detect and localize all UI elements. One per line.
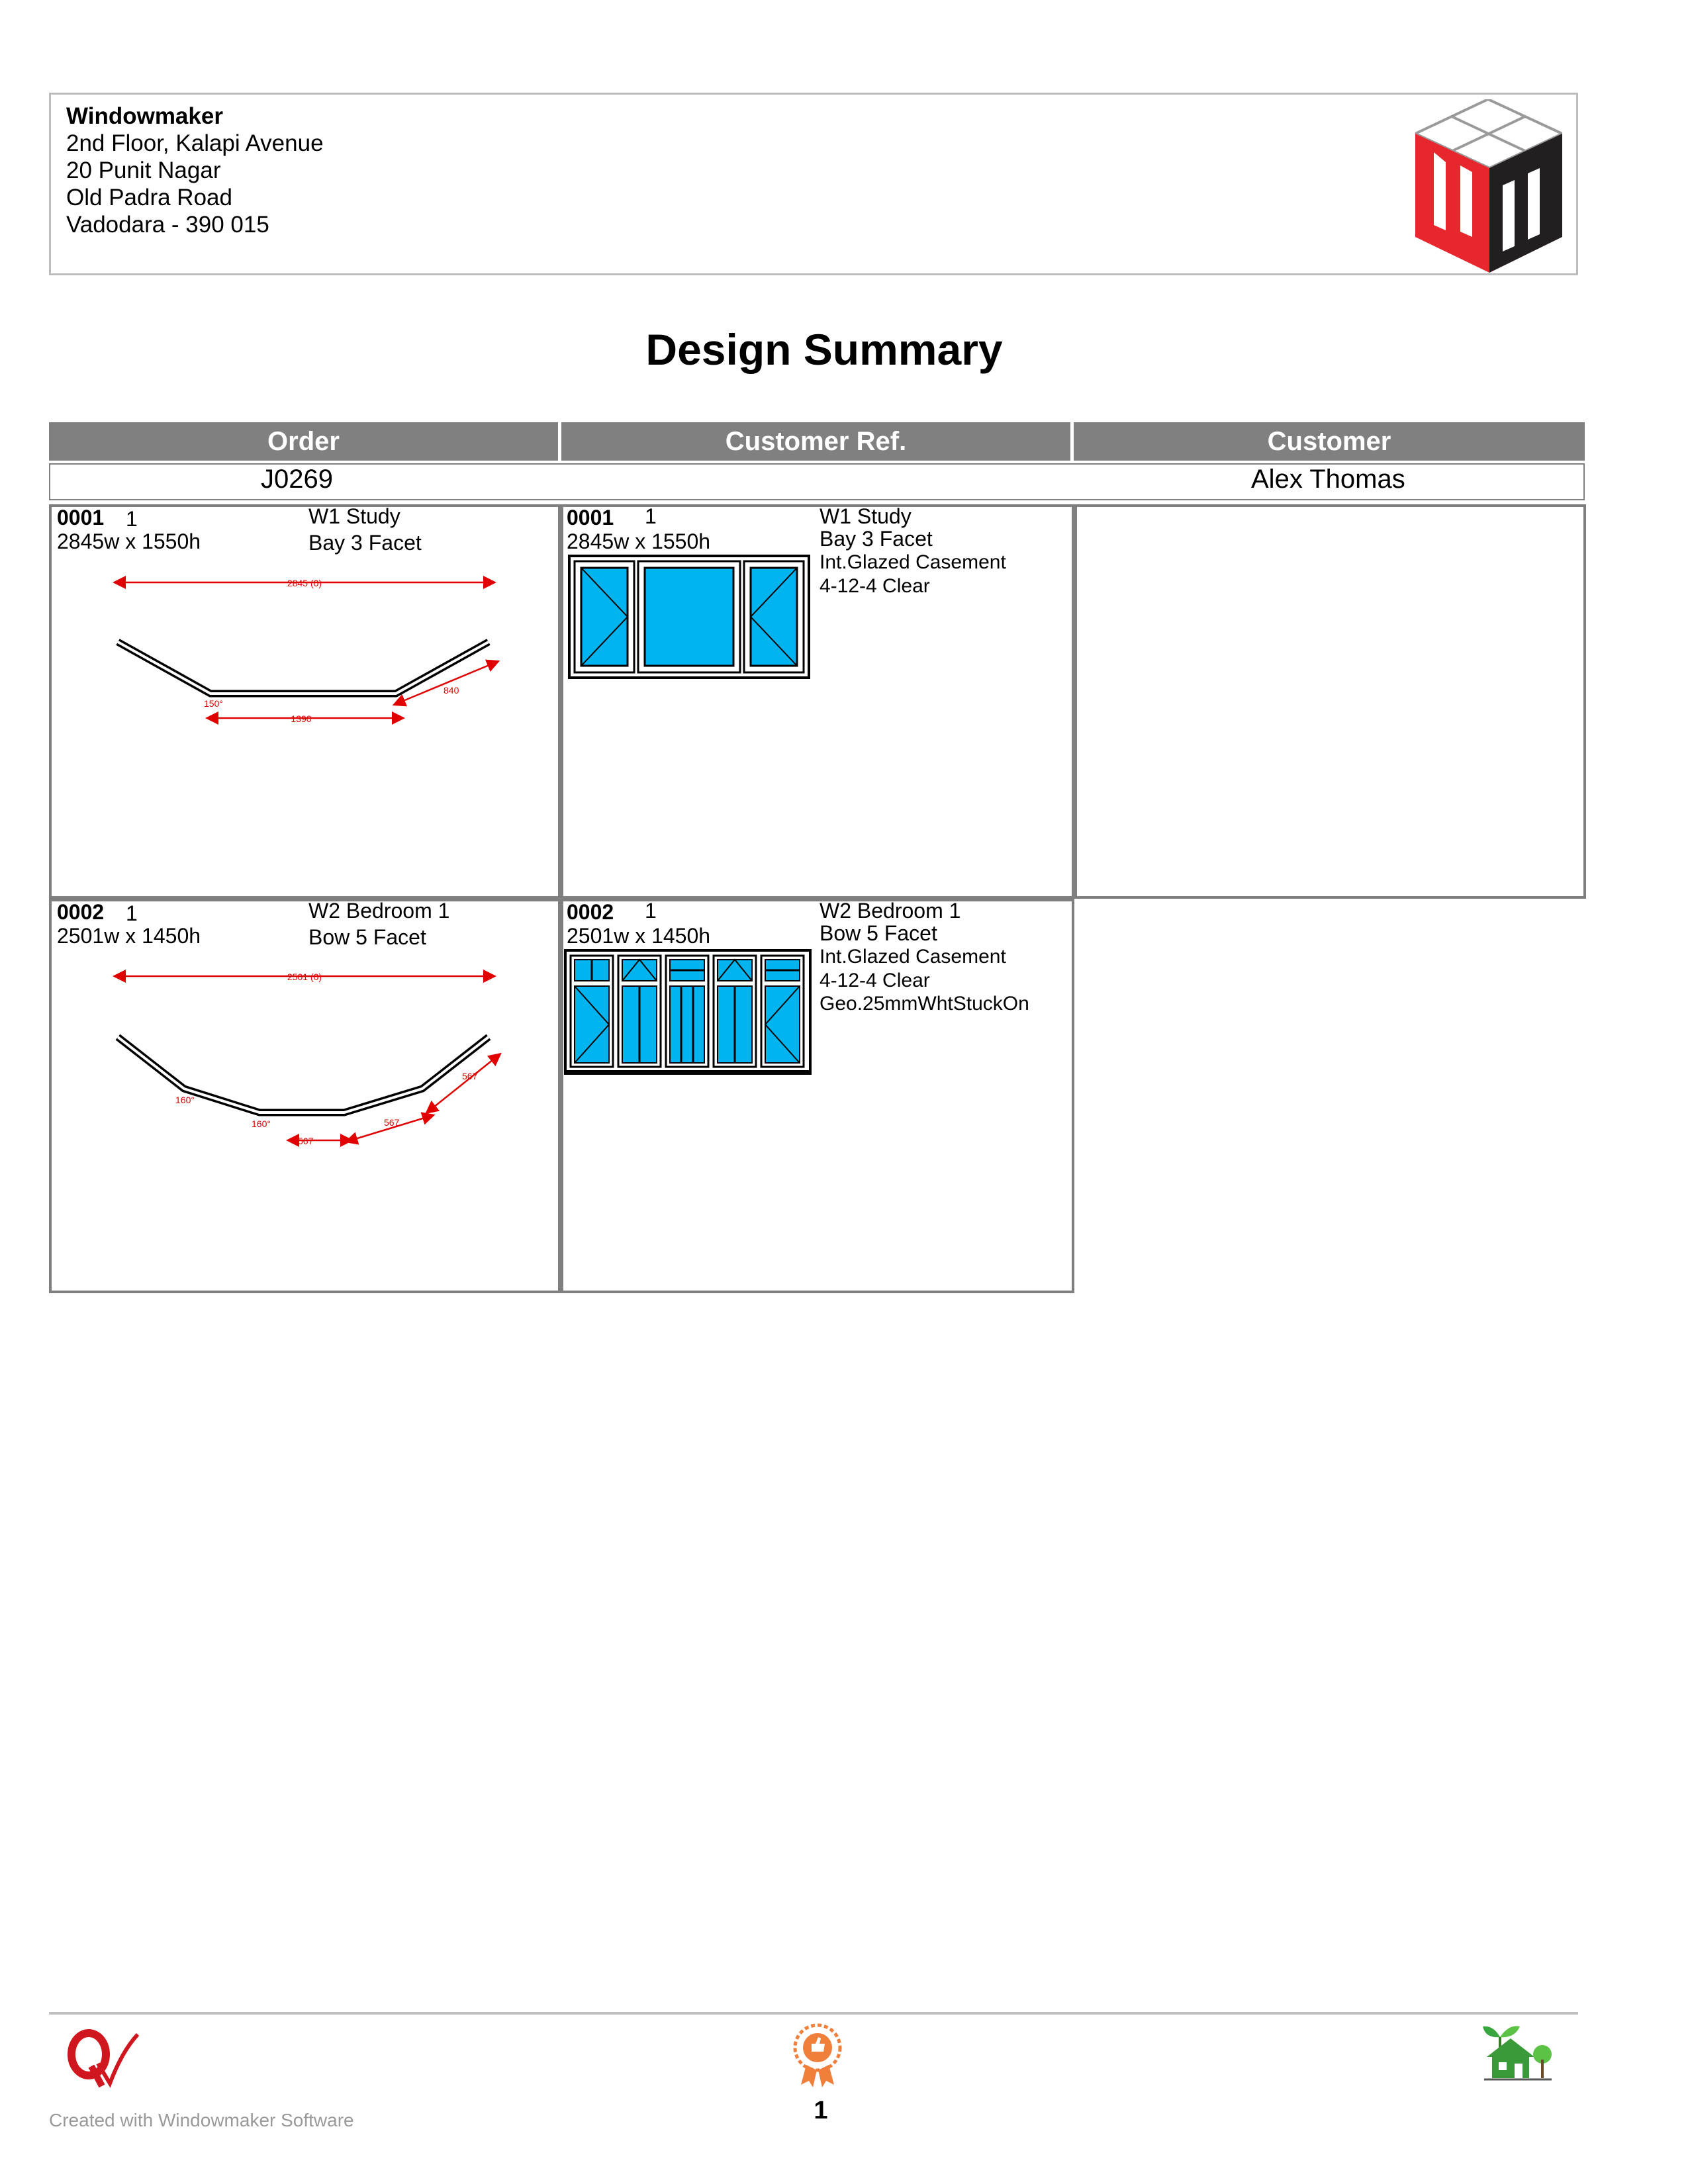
item-detail: Geo.25mmWhtStuckOn bbox=[820, 993, 1029, 1015]
bay-angle-label: 150° bbox=[204, 698, 223, 709]
address-line-4: Vadodara - 390 015 bbox=[66, 212, 269, 238]
address-line-3: Old Padra Road bbox=[66, 185, 232, 210]
footer-credit: Created with Windowmaker Software bbox=[49, 2110, 354, 2130]
customer-header: Customer bbox=[1074, 422, 1585, 461]
award-badge-icon bbox=[788, 2021, 847, 2090]
center-facet-label: 1390 bbox=[291, 713, 312, 724]
item-detail: 4-12-4 Clear bbox=[820, 575, 930, 597]
item-qty: 1 bbox=[126, 901, 138, 925]
item-location: W2 Bedroom 1 bbox=[308, 899, 450, 923]
sash-2 bbox=[618, 956, 661, 1067]
sash-1 bbox=[571, 956, 613, 1067]
item-qty: 1 bbox=[645, 504, 657, 528]
item-id: 0001 bbox=[567, 506, 614, 529]
empty-cell bbox=[1074, 504, 1586, 899]
order-value: J0269 bbox=[261, 465, 333, 494]
item-detail: Int.Glazed Casement bbox=[820, 551, 1006, 573]
overall-width-label: 2845 (0) bbox=[287, 578, 322, 588]
item-size: 2845w x 1550h bbox=[57, 529, 201, 553]
item-id: 0002 bbox=[57, 900, 105, 924]
item-location: W1 Study bbox=[308, 504, 400, 528]
customer-value: Alex Thomas bbox=[1251, 465, 1405, 494]
sash-5 bbox=[761, 956, 804, 1067]
sash-4 bbox=[714, 956, 756, 1067]
item-style: Bow 5 Facet bbox=[820, 921, 937, 945]
windowmaker-cube-logo bbox=[1415, 99, 1562, 273]
side-facet-label: 840 bbox=[444, 685, 459, 696]
order-header: Order bbox=[49, 422, 558, 461]
page-number: 1 bbox=[814, 2097, 828, 2124]
side-facet-label: 567 bbox=[384, 1117, 400, 1128]
item-id: 0002 bbox=[567, 900, 614, 924]
item-style: Bow 5 Facet bbox=[308, 925, 426, 949]
overall-width-label: 2501 (0) bbox=[287, 972, 322, 982]
eco-house-icon bbox=[1480, 2021, 1553, 2085]
bay-window-elevation-drawing bbox=[568, 555, 810, 679]
item-location: W1 Study bbox=[820, 504, 912, 528]
item-detail: 4-12-4 Clear bbox=[820, 970, 930, 991]
address-line-2: 20 Punit Nagar bbox=[66, 158, 221, 183]
item-size: 2501w x 1450h bbox=[567, 924, 711, 948]
item-size: 2845w x 1550h bbox=[567, 529, 711, 553]
address-line-1: 2nd Floor, Kalapi Avenue bbox=[66, 130, 324, 156]
company-header-box bbox=[49, 93, 1578, 275]
item-location: W2 Bedroom 1 bbox=[820, 899, 961, 923]
item-style: Bay 3 Facet bbox=[308, 531, 422, 555]
company-name: Windowmaker bbox=[66, 103, 223, 129]
bay-window-plan-drawing bbox=[99, 563, 516, 735]
item-detail: Int.Glazed Casement bbox=[820, 946, 1006, 968]
sash-3 bbox=[666, 956, 708, 1067]
item-size: 2501w x 1450h bbox=[57, 924, 201, 948]
footer-divider bbox=[49, 2012, 1578, 2015]
customer-ref-header: Customer Ref. bbox=[561, 422, 1070, 461]
bow-angle-label: 160° bbox=[252, 1118, 271, 1129]
center-facet-label: 567 bbox=[298, 1136, 314, 1146]
bow-window-plan-drawing bbox=[99, 956, 516, 1155]
bow-window-elevation-drawing bbox=[564, 949, 812, 1075]
item-id: 0001 bbox=[57, 506, 105, 529]
side-facet-label: 567 bbox=[462, 1071, 478, 1081]
item-style: Bay 3 Facet bbox=[820, 527, 933, 551]
bow-angle-label: 160° bbox=[175, 1095, 195, 1105]
page-title: Design Summary bbox=[645, 325, 1003, 374]
item-qty: 1 bbox=[126, 507, 138, 531]
quality-check-icon bbox=[64, 2025, 143, 2091]
item-qty: 1 bbox=[645, 899, 657, 923]
